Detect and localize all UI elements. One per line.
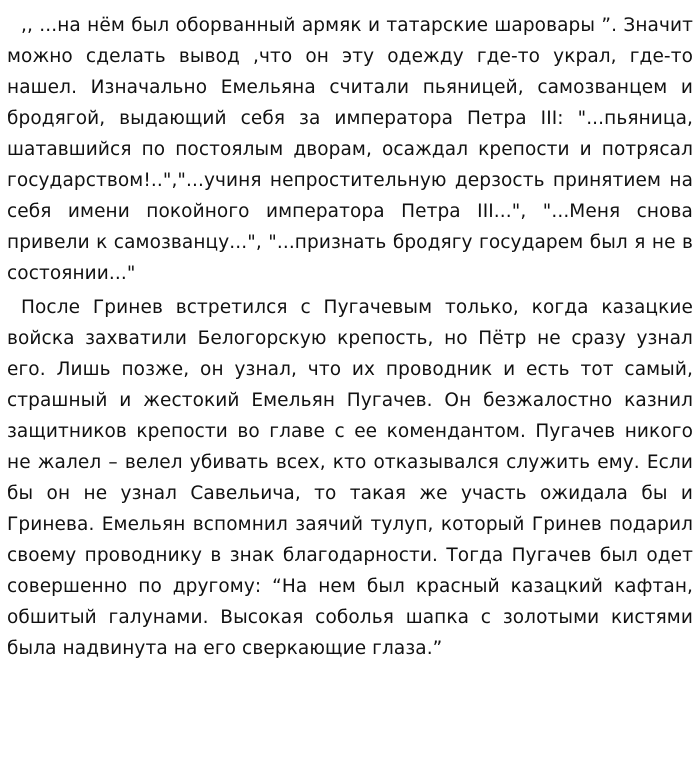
paragraph-2: После Гринев встретился с Пугачевым только, когда казацкие войска захватили Белогорскую крепость, но Пётр не сразу узнал его. Лишь позже, он узнал, что их проводник и есть тот самый, страшный и жестокий Емельян Пугачев. Он безжалостно казнил защитников крепости во главе с ее комендантом. Пугачев никого не жалел – велел убивать всех, кто отказывался служить ему. Если бы он не узнал Савельича, то такая же участь ожидала бы и Гринева. Емельян вспомнил заячий тулуп, который Гринев подарил своему проводнику в знак благодарности. Тогда Пугачев был одет совершенно по другому: “На нем был красный казацкий кафтан, обшитый галунами. Высокая соболья шапка с золотыми кистями была надвинута на его сверкающие глаза.” [7, 297, 693, 659]
paragraph-1: ,, ...на нём был оборванный армяк и татарские шаровары ”. Значит можно сделать вывод ,что он эту одежду где-то украл, где-то нашел. Изначально Емельяна считали пьяницей, самозванцем и бродягой, выдающий себя за императора Петра III: "...пьяница, шатавшийся по постоялым дворам, осаждал крепости и потрясал государством!..","...учиня непростительную дерзость принятием на себя имени покойного императора Петра III...", "...Меня снова привели к самозванцу...", "...признать бродягу государем был я не в состоянии..." [7, 15, 693, 284]
document-body [7, 10, 693, 664]
